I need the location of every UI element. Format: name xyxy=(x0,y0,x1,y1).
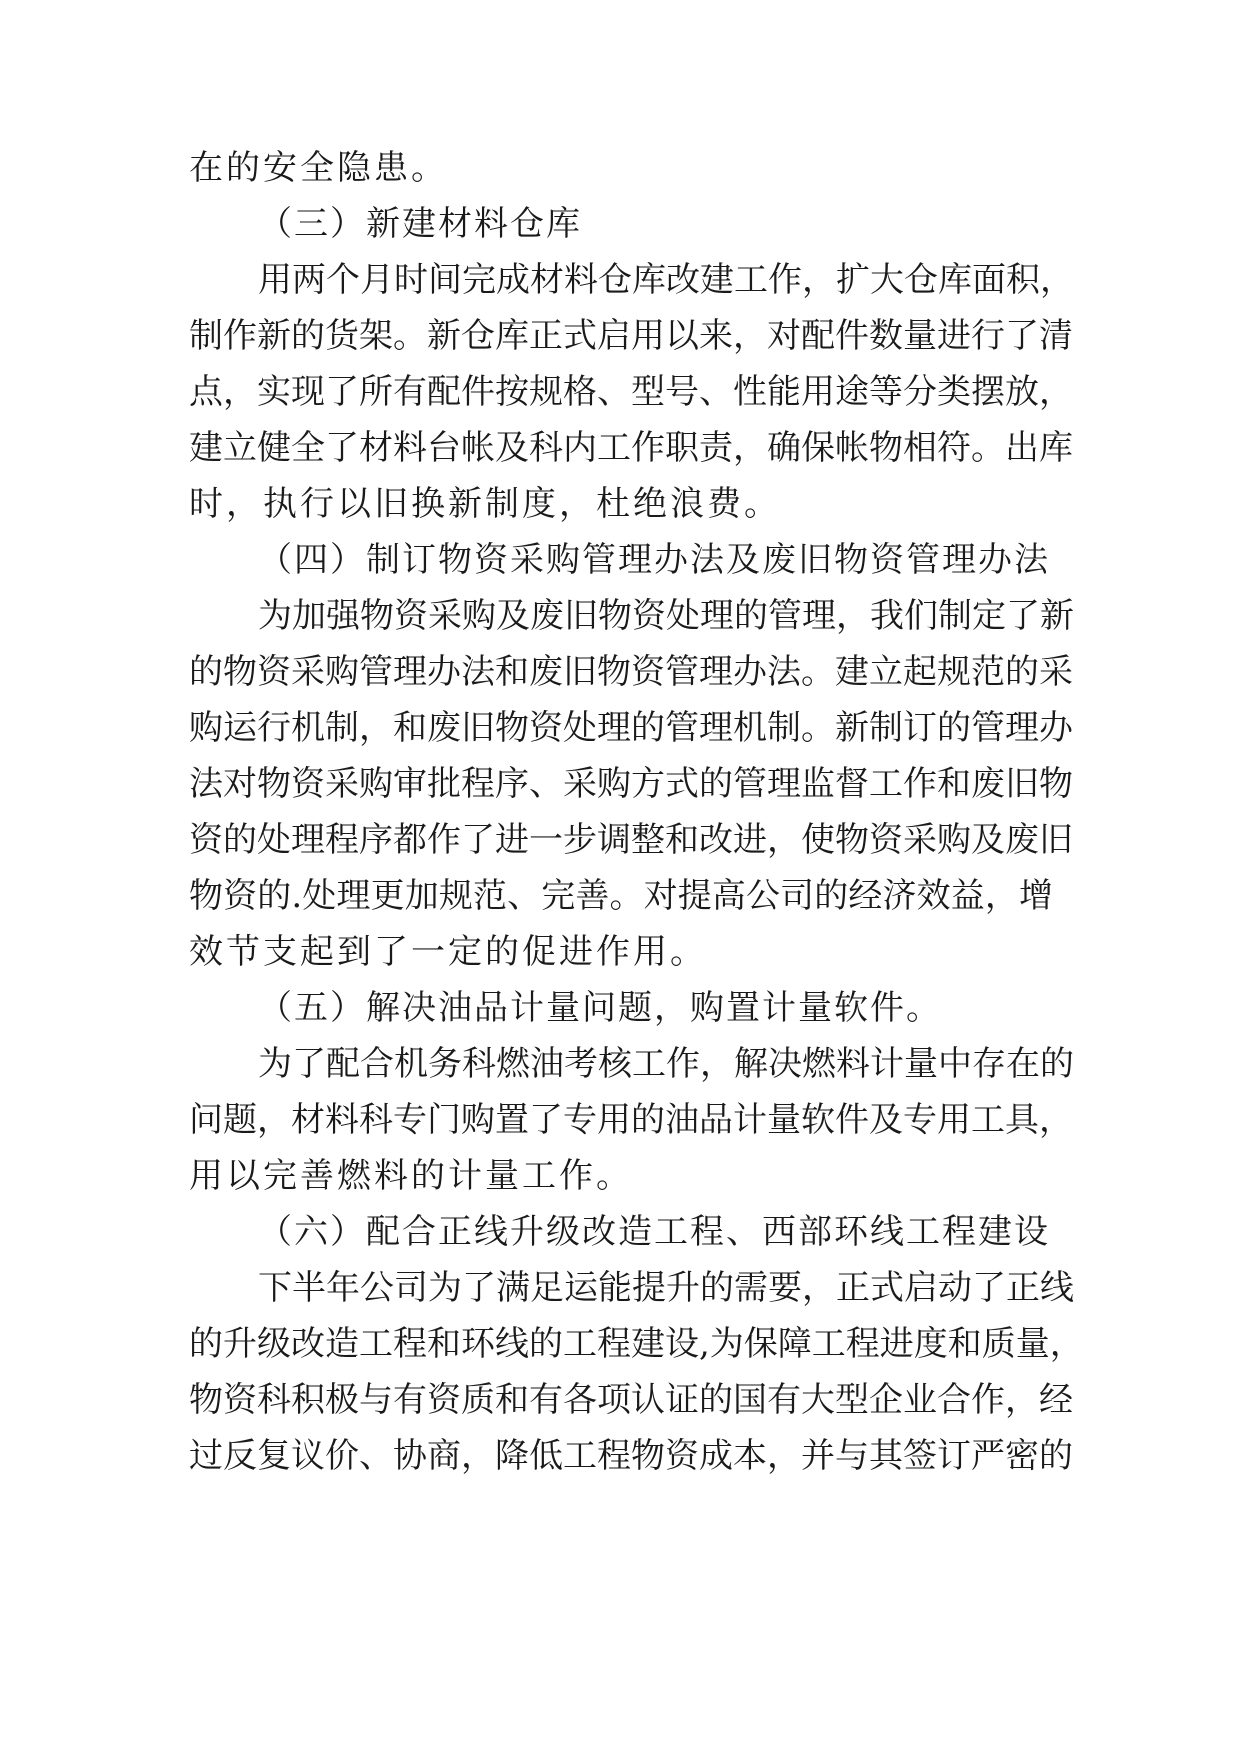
paragraph-line: 过反复议价、协商，降低工程物资成本，并与其签订严密的 xyxy=(189,1436,1073,1476)
paragraph-line: 为了配合机务科燃油考核工作，解决燃料计量中存在的 xyxy=(258,1044,1074,1084)
paragraph-line: 为加强物资采购及废旧物资处理的管理，我们制定了新 xyxy=(258,596,1074,636)
paragraph-line: 用两个月时间完成材料仓库改建工作，扩大仓库面积， xyxy=(258,260,1074,300)
section-heading-3: （三）新建材料仓库 xyxy=(258,204,582,244)
section-heading-6: （六）配合正线升级改造工程、西部环线工程建设 xyxy=(258,1212,1050,1252)
paragraph-line: 用以完善燃料的计量工作。 xyxy=(189,1156,633,1196)
paragraph-line: 物资的.处理更加规范、完善。对提高公司的经济效益，增 xyxy=(189,876,1053,916)
paragraph-line: 时，执行以旧换新制度，杜绝浪费。 xyxy=(189,484,781,524)
paragraph-line: 资的处理程序都作了进一步调整和改进，使物资采购及废旧 xyxy=(189,820,1073,860)
paragraph-line: 建立健全了材料台帐及科内工作职责，确保帐物相符。出库 xyxy=(189,428,1073,468)
paragraph-line: 法对物资采购审批程序、采购方式的管理监督工作和废旧物 xyxy=(189,764,1073,804)
paragraph-line: 问题，材料科专门购置了专用的油品计量软件及专用工具， xyxy=(189,1100,1073,1140)
paragraph-line: 效节支起到了一定的促进作用。 xyxy=(189,932,707,972)
section-heading-4: （四）制订物资采购管理办法及废旧物资管理办法 xyxy=(258,540,1050,580)
paragraph-line: 物资科积极与有资质和有各项认证的国有大型企业合作，经 xyxy=(189,1380,1073,1420)
paragraph-line: 购运行机制，和废旧物资处理的管理机制。新制订的管理办 xyxy=(189,708,1073,748)
paragraph-line: 下半年公司为了满足运能提升的需要，正式启动了正线 xyxy=(258,1268,1074,1308)
paragraph-line: 点，实现了所有配件按规格、型号、性能用途等分类摆放， xyxy=(189,372,1073,412)
paragraph-line: 在的安全隐患。 xyxy=(189,148,448,188)
paragraph-line: 制作新的货架。新仓库正式启用以来，对配件数量进行了清 xyxy=(189,316,1073,356)
section-heading-5: （五）解决油品计量问题，购置计量软件。 xyxy=(258,988,942,1028)
paragraph-line: 的物资采购管理办法和废旧物资管理办法。建立起规范的采 xyxy=(189,652,1073,692)
paragraph-line: 的升级改造工程和环线的工程建设,为保障工程进度和质量， xyxy=(189,1324,1084,1364)
